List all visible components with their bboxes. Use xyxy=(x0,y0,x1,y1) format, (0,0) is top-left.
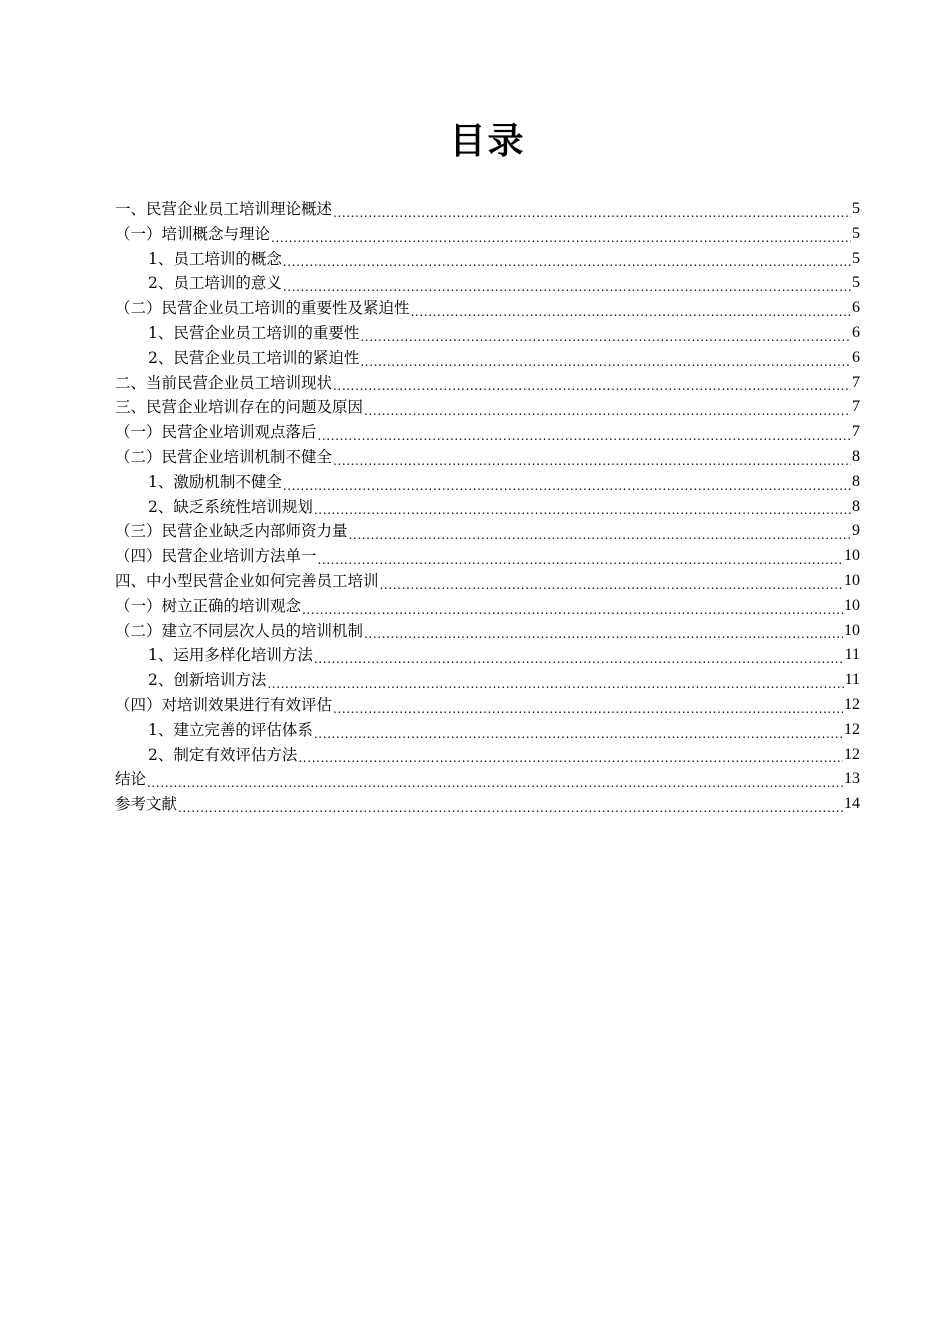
toc-entry[interactable] xyxy=(115,668,860,693)
toc-entry[interactable] xyxy=(115,569,860,594)
toc-entry-title: 一、民营企业员工培训理论概述 xyxy=(115,200,333,218)
toc-entry[interactable] xyxy=(115,718,860,743)
toc-entry-title: （四）民营企业培训方法单一 xyxy=(115,547,317,566)
toc-entry-title: 1、运用多样化培训方法 xyxy=(148,646,313,665)
toc-entry-title: 1、民营企业员工培训的重要性 xyxy=(148,323,360,342)
toc-page-number: 11 xyxy=(844,671,860,689)
toc-page-number: 12 xyxy=(844,720,860,738)
toc-entry-title: 2、民营企业员工培训的紧迫性 xyxy=(148,348,360,367)
toc-entry[interactable] xyxy=(115,792,860,817)
toc-entry[interactable] xyxy=(115,271,860,296)
toc-dot-leader xyxy=(283,271,851,296)
toc-entry[interactable] xyxy=(115,296,860,321)
toc-page-number: 10 xyxy=(844,547,860,565)
toc-entry-title: （二）民营企业培训机制不健全 xyxy=(115,447,333,466)
toc-page-number: 6 xyxy=(852,299,860,317)
toc-entry-title: 2、员工培训的意义 xyxy=(148,274,282,293)
toc-dot-leader xyxy=(302,594,843,619)
toc-dot-leader xyxy=(333,693,843,718)
toc-page-number: 7 xyxy=(852,373,860,391)
toc-entry-title: 二、当前民营企业员工培训现状 xyxy=(115,373,333,392)
toc-dot-leader xyxy=(333,197,851,222)
toc-entry-title: 参考文献 xyxy=(115,795,178,814)
toc-dot-leader xyxy=(380,569,843,594)
toc-entry[interactable] xyxy=(115,247,860,272)
toc-dot-leader xyxy=(364,395,851,420)
toc-entry-title: （二）建立不同层次人员的培训机制 xyxy=(115,621,364,640)
toc-page-number: 12 xyxy=(844,695,860,713)
toc-entry[interactable] xyxy=(115,470,860,495)
toc-entry-title: （四）对培训效果进行有效评估 xyxy=(115,695,333,714)
toc-page-number: 5 xyxy=(852,224,860,242)
toc-dot-leader xyxy=(283,247,851,272)
toc-page-number: 8 xyxy=(852,497,860,515)
toc-entry-title: （一）民营企业培训观点落后 xyxy=(115,423,317,442)
toc-entry-title: （一）树立正确的培训观念 xyxy=(115,596,302,615)
toc-dot-leader xyxy=(314,643,844,668)
toc-entry[interactable] xyxy=(115,544,860,569)
toc-entry-title: 1、激励机制不健全 xyxy=(148,472,282,491)
toc-dot-leader xyxy=(147,767,843,792)
toc-entry-title: 2、创新培训方法 xyxy=(148,671,267,690)
page-title: 目录 xyxy=(449,121,526,162)
toc-page-number: 5 xyxy=(852,249,860,267)
toc-entry[interactable] xyxy=(115,321,860,346)
toc-dot-leader xyxy=(271,222,851,247)
toc-entry-title: 2、缺乏系统性培训规划 xyxy=(148,497,313,516)
toc-dot-leader xyxy=(283,470,851,495)
toc-entry-title: （二）民营企业员工培训的重要性及紧迫性 xyxy=(115,299,410,318)
toc-page-number: 11 xyxy=(844,646,860,664)
toc-entry-title: 结论 xyxy=(115,770,147,789)
toc-entry[interactable] xyxy=(115,420,860,445)
toc-page-number: 12 xyxy=(844,745,860,763)
toc-dot-leader xyxy=(318,544,843,569)
toc-entry[interactable] xyxy=(115,371,860,396)
toc-dot-leader xyxy=(349,519,851,544)
toc-page-number: 6 xyxy=(852,323,860,341)
toc-entry-title: 三、民营企业培训存在的问题及原因 xyxy=(115,398,364,417)
toc-entry-title: （一）培训概念与理论 xyxy=(115,224,271,243)
toc-entry[interactable] xyxy=(115,643,860,668)
toc-dot-leader xyxy=(360,346,851,371)
toc-dot-leader xyxy=(411,296,851,321)
toc-entry[interactable] xyxy=(115,743,860,768)
toc-entry[interactable] xyxy=(115,222,860,247)
toc-entry-title: 2、制定有效评估方法 xyxy=(148,745,298,764)
toc-dot-leader xyxy=(364,619,843,644)
toc-dot-leader xyxy=(360,321,851,346)
toc-dot-leader xyxy=(318,420,851,445)
toc-page-number: 5 xyxy=(852,200,860,217)
toc-dot-leader xyxy=(178,792,843,817)
toc-dot-leader xyxy=(333,445,851,470)
toc-page-number: 7 xyxy=(852,423,860,441)
toc-page-number: 10 xyxy=(844,621,860,639)
toc-entry[interactable] xyxy=(115,197,860,222)
toc-dot-leader xyxy=(314,718,843,743)
toc-entry-title: 四、中小型民营企业如何完善员工培训 xyxy=(115,571,379,590)
toc-entry[interactable] xyxy=(115,395,860,420)
toc-entry[interactable] xyxy=(115,346,860,371)
toc-page-number: 7 xyxy=(852,398,860,416)
toc-page-number: 10 xyxy=(844,571,860,589)
toc-page-number: 9 xyxy=(852,522,860,540)
toc-entry-title: 1、建立完善的评估体系 xyxy=(148,720,313,739)
toc-entry[interactable] xyxy=(115,693,860,718)
toc-page-number: 8 xyxy=(852,447,860,465)
toc-page-number: 6 xyxy=(852,348,860,366)
toc-page-number: 5 xyxy=(852,274,860,292)
table-of-contents xyxy=(115,197,860,817)
toc-dot-leader xyxy=(314,495,851,520)
toc-entry-title: 1、员工培训的概念 xyxy=(148,249,282,268)
toc-page-number: 13 xyxy=(844,770,860,788)
toc-dot-leader xyxy=(333,371,851,396)
toc-dot-leader xyxy=(267,668,843,693)
toc-page-number: 10 xyxy=(844,596,860,614)
toc-page-number: 8 xyxy=(852,472,860,490)
toc-entry[interactable] xyxy=(115,495,860,520)
toc-dot-leader xyxy=(298,743,843,768)
toc-entry[interactable] xyxy=(115,594,860,619)
toc-entry[interactable] xyxy=(115,445,860,470)
toc-entry[interactable] xyxy=(115,519,860,544)
toc-entry[interactable] xyxy=(115,619,860,644)
toc-entry-title: （三）民营企业缺乏内部师资力量 xyxy=(115,522,348,541)
toc-entry[interactable] xyxy=(115,767,860,792)
toc-page-number: 14 xyxy=(844,795,860,813)
